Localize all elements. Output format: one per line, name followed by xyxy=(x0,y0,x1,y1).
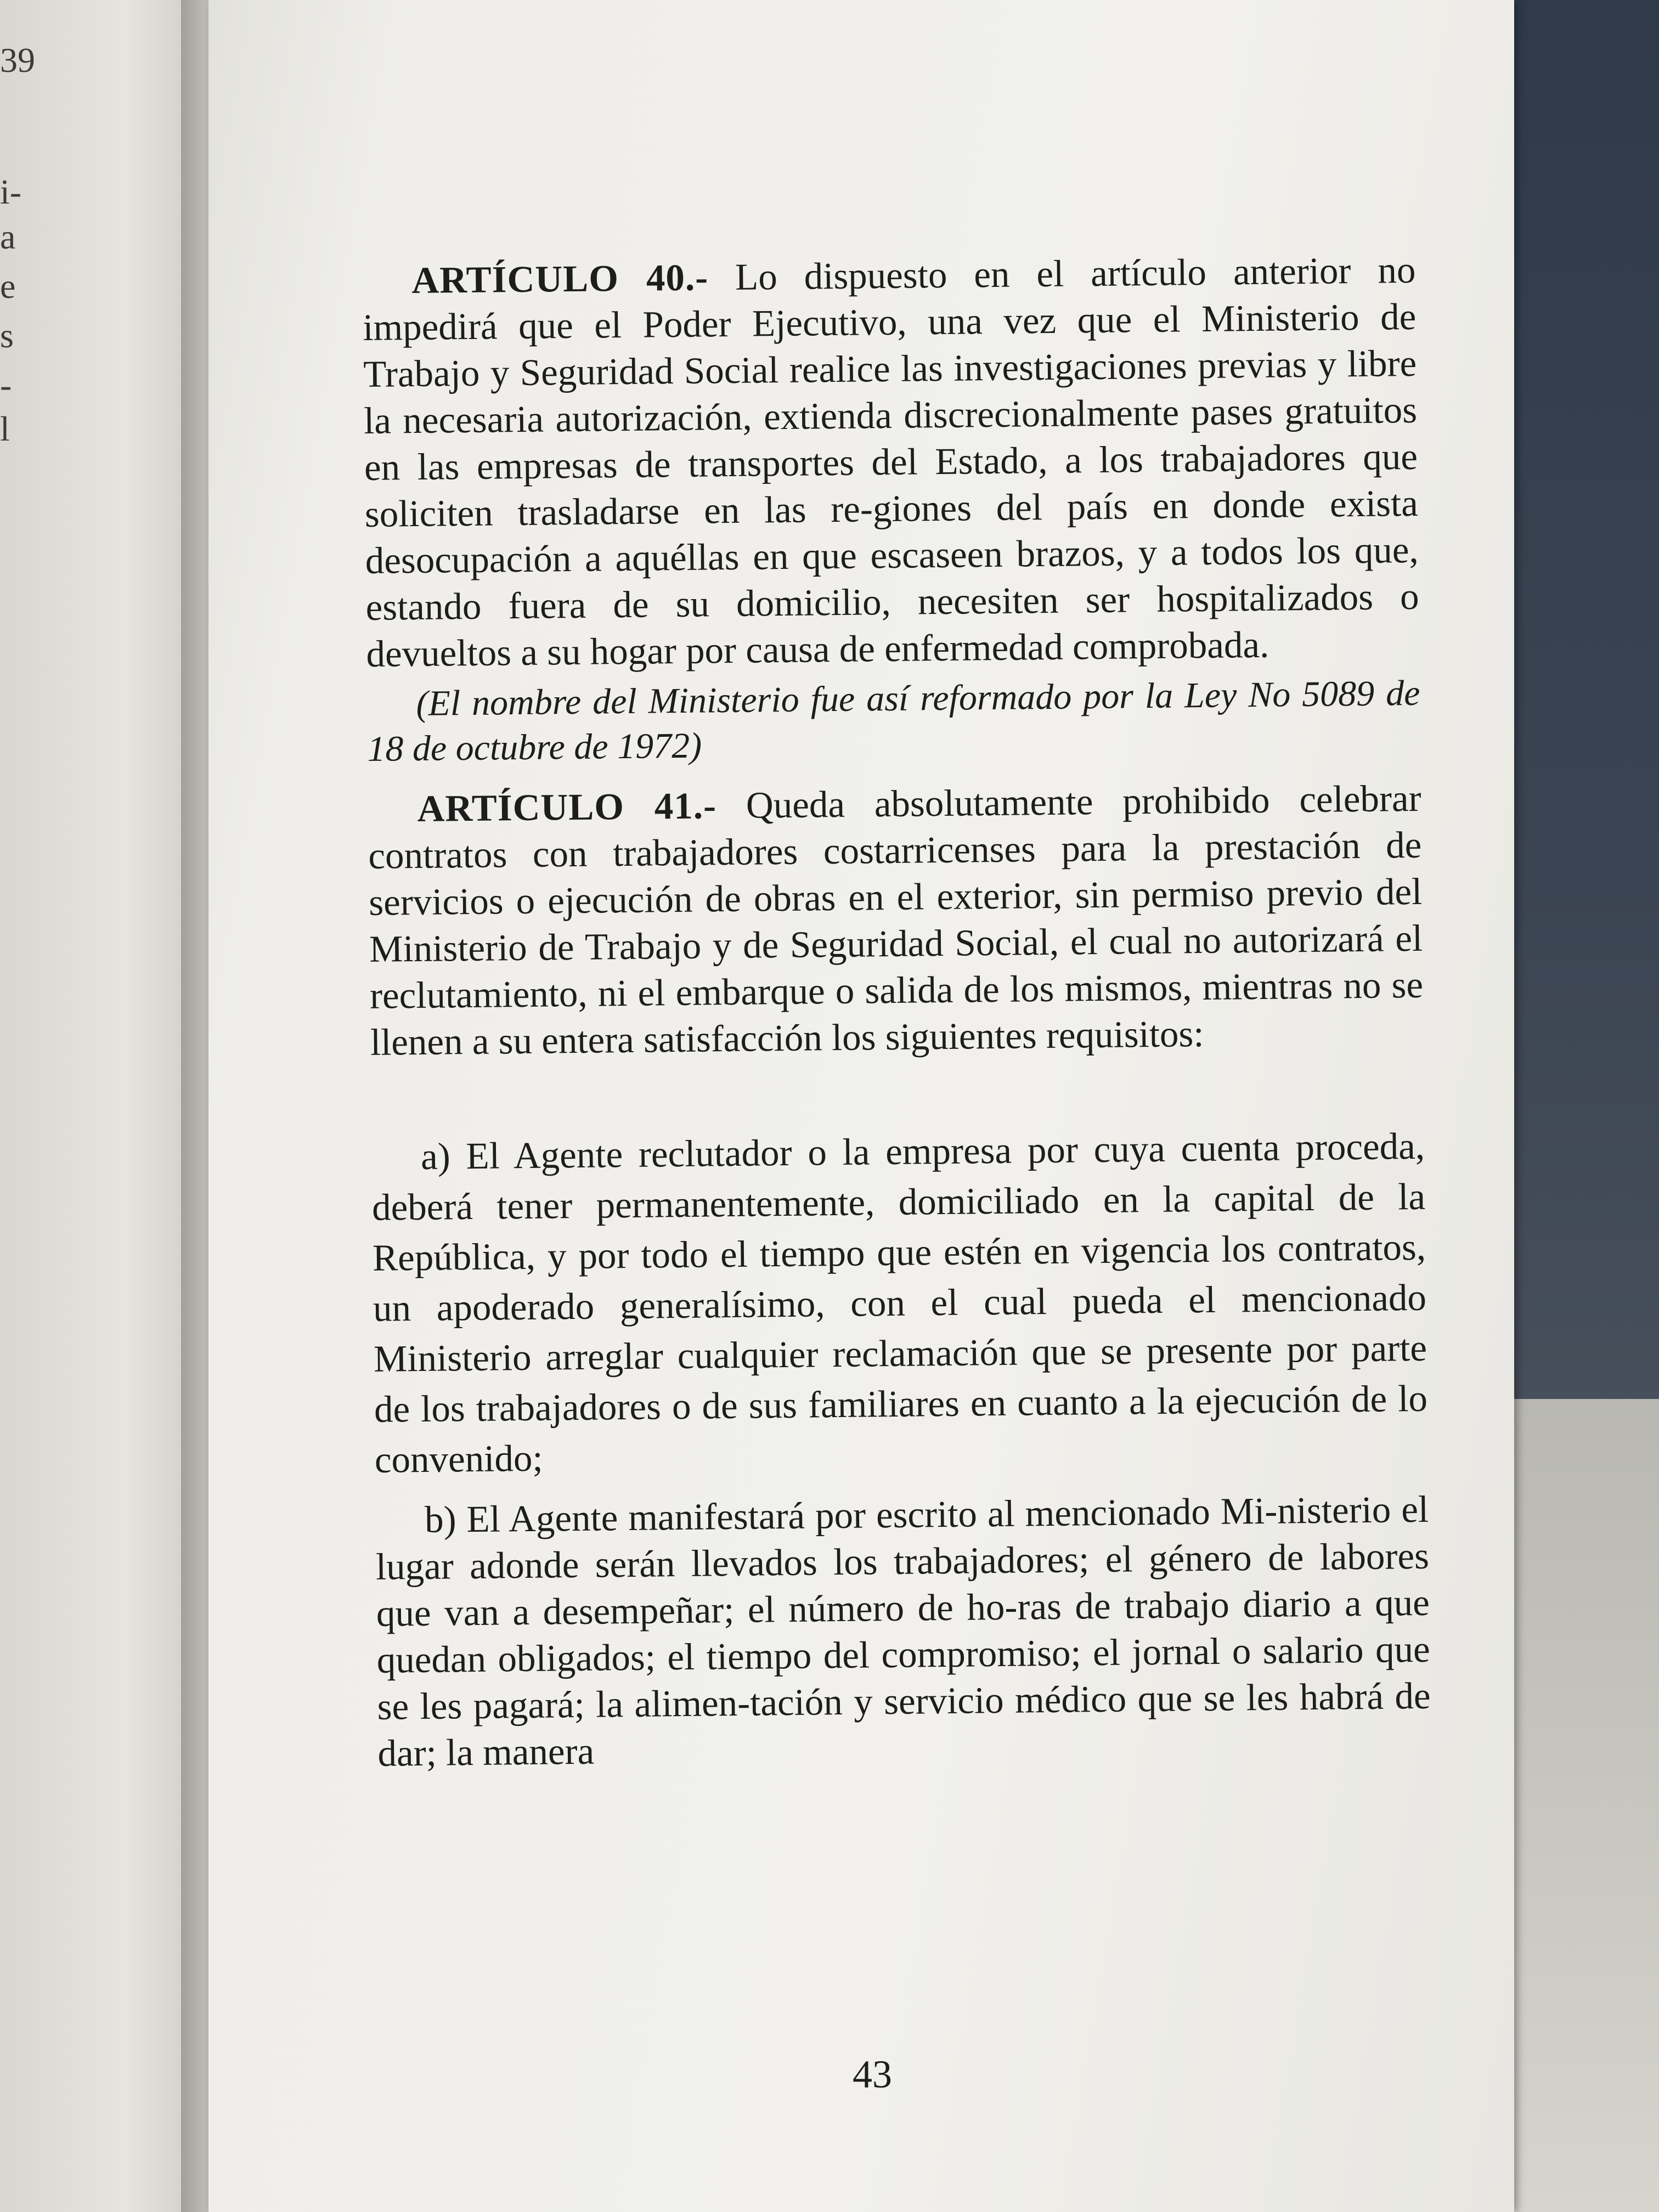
previous-page-number-fragment: 39 xyxy=(0,41,35,80)
article-40-paragraph xyxy=(362,247,1420,678)
edge-fragment: l xyxy=(0,409,10,448)
page-number: 43 xyxy=(853,2052,892,2096)
page-text xyxy=(362,247,1431,1777)
item-b-marker: b) xyxy=(424,1498,456,1541)
previous-page-edge xyxy=(0,0,208,2212)
edge-fragment: i- xyxy=(0,172,22,211)
article-41-heading: ARTÍCULO 41.- xyxy=(417,785,717,830)
edge-fragment: s xyxy=(0,316,14,355)
edge-fragment: e xyxy=(0,267,16,306)
item-b-text: El Agente manifestará por escrito al mencionado Mi-nisterio el lugar adonde serán llevados los trabajadores; el género de labores que van a desempeñar; el número de ho-ras de trabajo diario a que quedan obligados; el tiempo del compromiso; el jornal o salario que se les pagará; la alimen-tación y servicio médico que se les habrá de dar; la manera xyxy=(375,1488,1431,1774)
article-40-reform-note: (El nombre del Ministerio fue así reformado por la Ley No 5089 de 18 de octubre de 1972) xyxy=(366,673,1420,769)
item-a-text: El Agente reclutador o la empresa por cuya cuenta proceda, deberá tener permanentemente, domiciliado en la capital de la República, y por todo el tiempo que estén en vigencia los contratos, un apoderado generalísimo, con el cual pueda el mencionado Ministerio arreglar cualquier reclamación que se presente por parte de los trabajadores o de sus familiares en cuanto a la ejecución de lo convenido; xyxy=(371,1125,1428,1481)
article-41-paragraph xyxy=(368,775,1424,1066)
edge-fragment: a xyxy=(0,217,16,256)
requirement-item-b xyxy=(375,1486,1431,1777)
article-41-body: Queda absolutamente prohibido celebrar contratos con trabajadores costarricenses para la prestación de servicios o ejecución de obras en el exterior, sin permiso previo del Ministerio de Trabajo y de Seguridad Social, el cual no autorizará el reclutamiento, ni el embarque o salida de los mismos, mientras no se llenen a su entera satisfacción los siguientes requisitos: xyxy=(368,777,1424,1063)
book-page xyxy=(208,0,1514,2212)
article-40-body: Lo dispuesto en el artículo anterior no impedirá que el Poder Ejecutivo, una vez que el Ministerio de Trabajo y Seguridad Social realice las investigaciones previas y libre la necesaria autorización, extienda discrecionalmente pases gratuitos en las empresas de transportes del Estado, a los trabajadores que soliciten trasladarse en las re-giones del país en donde exista desocupación a aquéllas en que escaseen brazos, y a todos los que, estando fuera de su domicilio, necesiten ser hospitalizados o devueltos a su hogar por causa de enfermedad comprobada. xyxy=(362,249,1419,675)
item-a-marker: a) xyxy=(420,1135,451,1177)
edge-fragment: - xyxy=(0,365,12,404)
article-40-heading: ARTÍCULO 40.- xyxy=(411,256,709,302)
requirement-item-a xyxy=(371,1121,1429,1485)
